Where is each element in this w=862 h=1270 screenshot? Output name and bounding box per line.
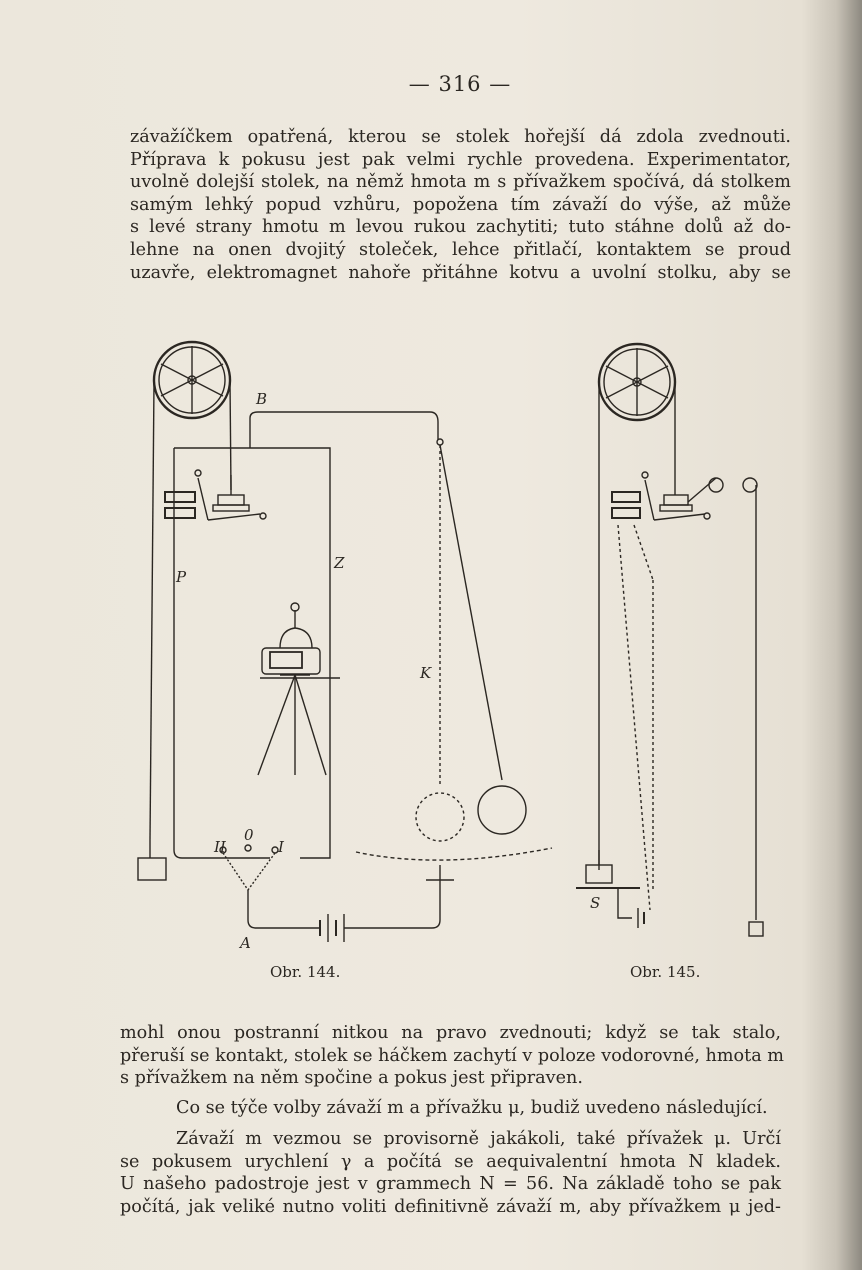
text-line: Co se týče volby závaží m a přívažku μ, budiž uvedeno následující. [176, 1098, 768, 1118]
paragraph-continuation [120, 1022, 784, 1090]
label-b: B [256, 390, 268, 408]
caption-figure-144: Obr. 144. [270, 963, 341, 981]
text-line: samým lehký popud vzhůru, popožena tím závaží do výše, až může [130, 194, 791, 215]
text-line: Závaží m vezmou se provisorně jakákoli, také přívažek μ. Určí [176, 1129, 781, 1149]
paragraph-top [130, 126, 791, 284]
label-0: 0 [244, 826, 254, 844]
text-line: Příprava k pokusu jest pak velmi rychle provedena. Experimentator, [130, 149, 791, 170]
figures [120, 330, 800, 990]
label-p: P [176, 568, 187, 586]
text-line: počítá, jak veliké nutno voliti definitivně závaží m, aby přívažkem μ jed- [120, 1196, 781, 1217]
text-line: uvolně dolejší stolek, na němž hmota m s přívažkem spočívá, dá stolkem [130, 172, 791, 193]
text-line: mohl onou postranní nitkou na pravo zvednouti; když se tak stalo, [120, 1023, 781, 1043]
label-a: A [240, 934, 251, 952]
figure-145-drawing [576, 344, 763, 936]
label-i: I [278, 838, 284, 856]
label-ii: II [214, 838, 226, 856]
paragraph-weights [120, 1128, 781, 1218]
text-line: se pokusem urychlení γ a počítá se aequivalentní hmota N kladek. [120, 1151, 781, 1172]
paragraph-weights-intro [120, 1097, 781, 1120]
label-z: Z [334, 554, 345, 572]
text-line: lehne na onen dvojitý stoleček, lehce přitlačí, kontaktem se proud [130, 239, 791, 260]
apparatus-illustration [120, 330, 800, 990]
text-line: s levé strany hmotu m levou rukou zachytiti; tuto stáhne dolů až do- [130, 217, 791, 238]
text-line: závažíčkem opatřená, kterou se stolek hořejší dá zdola zvednouti. [130, 127, 791, 147]
caption-figure-145: Obr. 145. [630, 963, 701, 981]
text-line: uzavře, elektromagnet nahoře přitáhne kotvu a uvolní stolku, aby se [130, 262, 791, 283]
figure-144-drawing [138, 342, 552, 942]
text-line: přeruší se kontakt, stolek se háčkem zachytí v poloze vodorovné, hmota m [120, 1045, 784, 1066]
page-number: — 316 — [408, 72, 512, 96]
label-k: K [420, 664, 432, 682]
label-s: S [590, 894, 601, 912]
text-line: s přívažkem na něm spočine a pokus jest připraven. [120, 1068, 583, 1089]
text-line: U našeho padostroje jest v grammech N = 56. Na základě toho se pak [120, 1174, 781, 1195]
